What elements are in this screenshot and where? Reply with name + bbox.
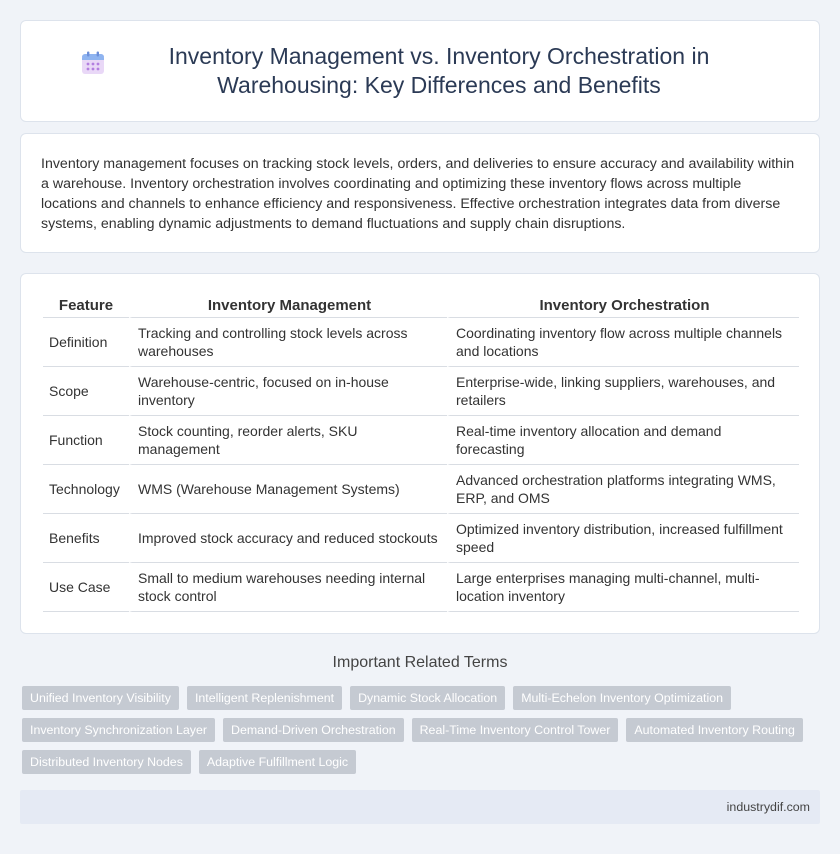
table-row (43, 563, 799, 612)
row-feature: Scope (43, 367, 129, 416)
row-management: Small to medium warehouses needing internal stock control (129, 563, 447, 612)
row-management: Warehouse-centric, focused on in-house inventory (129, 367, 447, 416)
intro-card (20, 133, 820, 253)
row-feature: Use Case (43, 563, 129, 612)
table-row (43, 514, 799, 563)
row-management: Improved stock accuracy and reduced stockouts (129, 514, 447, 563)
footer-site-link[interactable]: industrydif.com (726, 800, 810, 814)
row-management: WMS (Warehouse Management Systems) (129, 465, 447, 514)
row-orchestration: Advanced orchestration platforms integrating WMS, ERP, and OMS (447, 465, 799, 514)
term-tag[interactable]: Intelligent Replenishment (187, 686, 342, 710)
row-management: Tracking and controlling stock levels across warehouses (129, 318, 447, 367)
row-orchestration: Enterprise-wide, linking suppliers, warehouses, and retailers (447, 367, 799, 416)
term-tag[interactable]: Inventory Synchronization Layer (22, 718, 215, 742)
comparison-table-card (20, 273, 820, 634)
term-tag[interactable]: Dynamic Stock Allocation (350, 686, 505, 710)
row-orchestration: Large enterprises managing multi-channel, multi-location inventory (447, 563, 799, 612)
intro-paragraph: Inventory management focuses on tracking stock levels, orders, and deliveries to ensure accuracy and availability within a warehouse. Inventory orchestration involves coordinating and optimizing these inventory flows across multiple locations and channels to enhance efficiency and responsiveness. Effective orchestration integrates data from diverse systems, enabling dynamic adjustments to demand fluctuations and supply chain disruptions. (41, 156, 795, 232)
footer (20, 790, 820, 824)
table-header-row (43, 296, 799, 318)
table-row (43, 318, 799, 367)
term-tag[interactable]: Demand-Driven Orchestration (223, 718, 404, 742)
term-tag[interactable]: Multi-Echelon Inventory Optimization (513, 686, 731, 710)
row-orchestration: Optimized inventory distribution, increased fulfillment speed (447, 514, 799, 563)
title-card (20, 20, 820, 122)
term-tag[interactable]: Adaptive Fulfillment Logic (199, 750, 356, 774)
page-title: Inventory Management vs. Inventory Orchestration in Warehousing: Key Differences and Benefits (168, 43, 710, 98)
term-tag[interactable]: Real-Time Inventory Control Tower (412, 718, 619, 742)
row-feature: Function (43, 416, 129, 465)
related-terms-list (22, 686, 822, 774)
table-row (43, 465, 799, 514)
term-tag[interactable]: Unified Inventory Visibility (22, 686, 179, 710)
calendar-icon (80, 50, 106, 76)
row-management: Stock counting, reorder alerts, SKU management (129, 416, 447, 465)
row-orchestration: Coordinating inventory flow across multiple channels and locations (447, 318, 799, 367)
header-inventory-orchestration: Inventory Orchestration (447, 296, 799, 318)
row-feature: Definition (43, 318, 129, 367)
related-terms-title: Important Related Terms (332, 654, 508, 671)
header-inventory-management: Inventory Management (129, 296, 447, 318)
row-feature: Technology (43, 465, 129, 514)
row-feature: Benefits (43, 514, 129, 563)
term-tag[interactable]: Distributed Inventory Nodes (22, 750, 191, 774)
table-row (43, 416, 799, 465)
term-tag[interactable]: Automated Inventory Routing (626, 718, 803, 742)
title-wrap (80, 42, 760, 100)
header-feature: Feature (43, 296, 129, 318)
comparison-table (43, 296, 799, 612)
table-row (43, 367, 799, 416)
row-orchestration: Real-time inventory allocation and demand forecasting (447, 416, 799, 465)
